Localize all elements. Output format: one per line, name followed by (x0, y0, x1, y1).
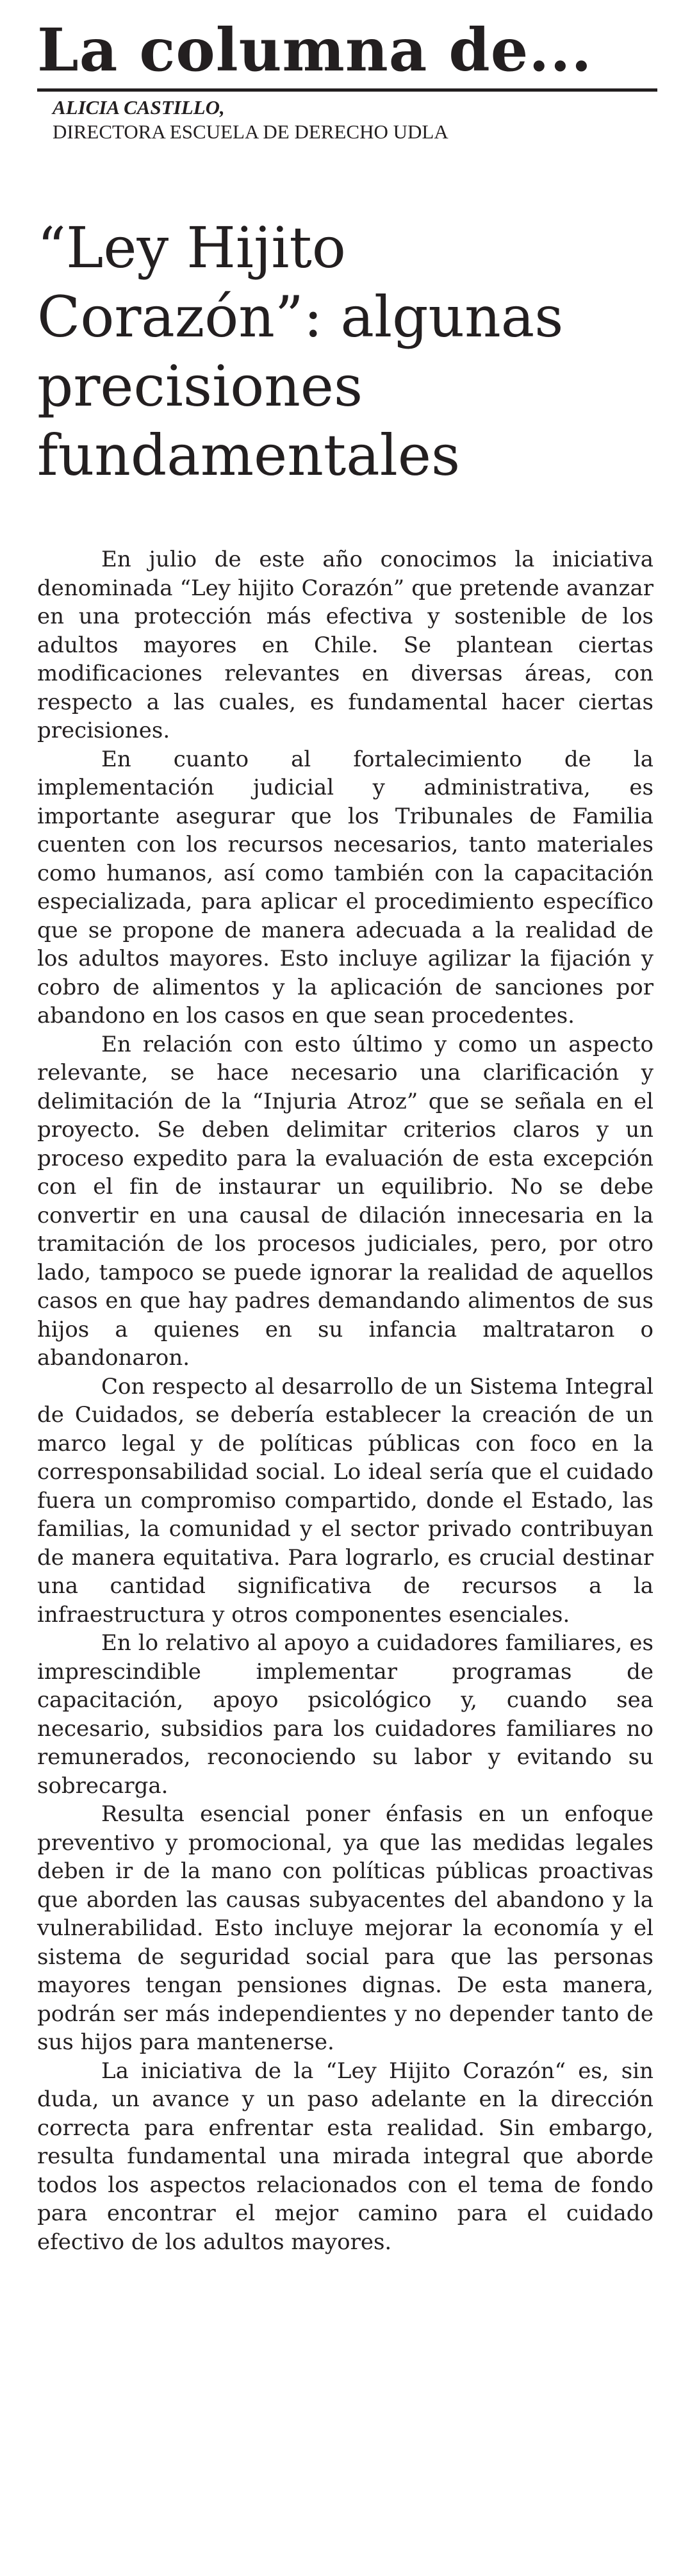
section-title: La columna de... (37, 15, 593, 85)
body-paragraph: Resulta esencial poner énfasis en un enfoque preventivo y promocional, ya que las medidas legales deben ir de la mano con políticas públicas proactivas que aborden las causas subyacentes del abandono y la vulnerabilidad. Esto incluye mejorar la economía y el sistema de seguridad social para que las personas mayores tengan pensiones dignas. De esta manera, podrán ser más independientes y no depender tanto de sus hijos para mantenerse. (37, 1801, 653, 2055)
author-block (37, 95, 656, 144)
headline-line: fundamentales (37, 422, 461, 488)
article-body (37, 545, 653, 2256)
headline-line: precisiones (37, 353, 363, 419)
title-rule (37, 88, 657, 92)
body-paragraph: En lo relativo al apoyo a cuidadores familiares, es imprescindible implementar programas de capacitación, apoyo psicológico y, cuando sea necesario, subsidios para los cuidadores familiares no remunerados, reconociendo su labor y evitando su sobrecarga. (37, 1630, 653, 1799)
headline-line: “Ley Hijito (37, 215, 346, 281)
author-name: ALICIA CASTILLO, (53, 96, 225, 119)
body-paragraph: En cuanto al fortalecimiento de la implementación judicial y administrativa, es importante asegurar que los Tribunales de Familia cuenten con los recursos necesarios, tanto materiales como humanos, así como también con la capacitación especializada, para aplicar el procedimiento específico que se propone de manera adecuada a la realidad de los adultos mayores. Esto incluye agilizar la fijación y cobro de alimentos y la aplicación de sanciones por abandono en los casos en que sean procedentes. (37, 746, 653, 1028)
body-paragraph: En julio de este año conocimos la iniciativa denominada “Ley hijito Corazón” que pretende avanzar en una protección más efectiva y sostenible de los adultos mayores en Chile. Se plantean ciertas modificaciones relevantes en diversas áreas, con respecto a las cuales, es fundamental hacer ciertas precisiones. (37, 547, 653, 743)
author-role: DIRECTORA ESCUELA DE DERECHO UDLA (53, 120, 448, 143)
body-paragraph: En relación con esto último y como un aspecto relevante, se hace necesario una clarificación y delimitación de la “Injuria Atroz” que se señala en el proyecto. Se deben delimitar criterios claros y un proceso expedito para la evaluación de esta excepción con el fin de instaurar un equilibrio. No se debe convertir en una causal de dilación innecesaria en la tramitación de los procesos judiciales, pero, por otro lado, tampoco se puede ignorar la realidad de aquellos casos en que hay padres demandando alimentos de sus hijos a quienes en su infancia maltrataron o abandonaron. (37, 1031, 653, 1371)
headline-line: Corazón”: algunas (37, 284, 564, 350)
body-paragraph: La iniciativa de la “Ley Hijito Corazón“ es, sin duda, un avance y un paso adelante en la dirección correcta para enfrentar esta realidad. Sin embargo, resulta fundamental una mirada integral que aborde todos los aspectos relacionados con el tema de fondo para encontrar el mejor camino para el cuidado efectivo de los adultos mayores. (37, 2058, 653, 2255)
body-paragraph: Con respecto al desarrollo de un Sistema Integral de Cuidados, se debería establecer la creación de un marco legal y de políticas públicas con foco en la corresponsabilidad social. Lo ideal sería que el cuidado fuera un compromiso compartido, donde el Estado, las familias, la comunidad y el sector privado contribuyan de manera equitativa. Para lograrlo, es crucial destinar una cantidad significativa de recursos a la infraestructura y otros componentes esenciales. (37, 1373, 653, 1628)
article-headline (37, 213, 656, 490)
